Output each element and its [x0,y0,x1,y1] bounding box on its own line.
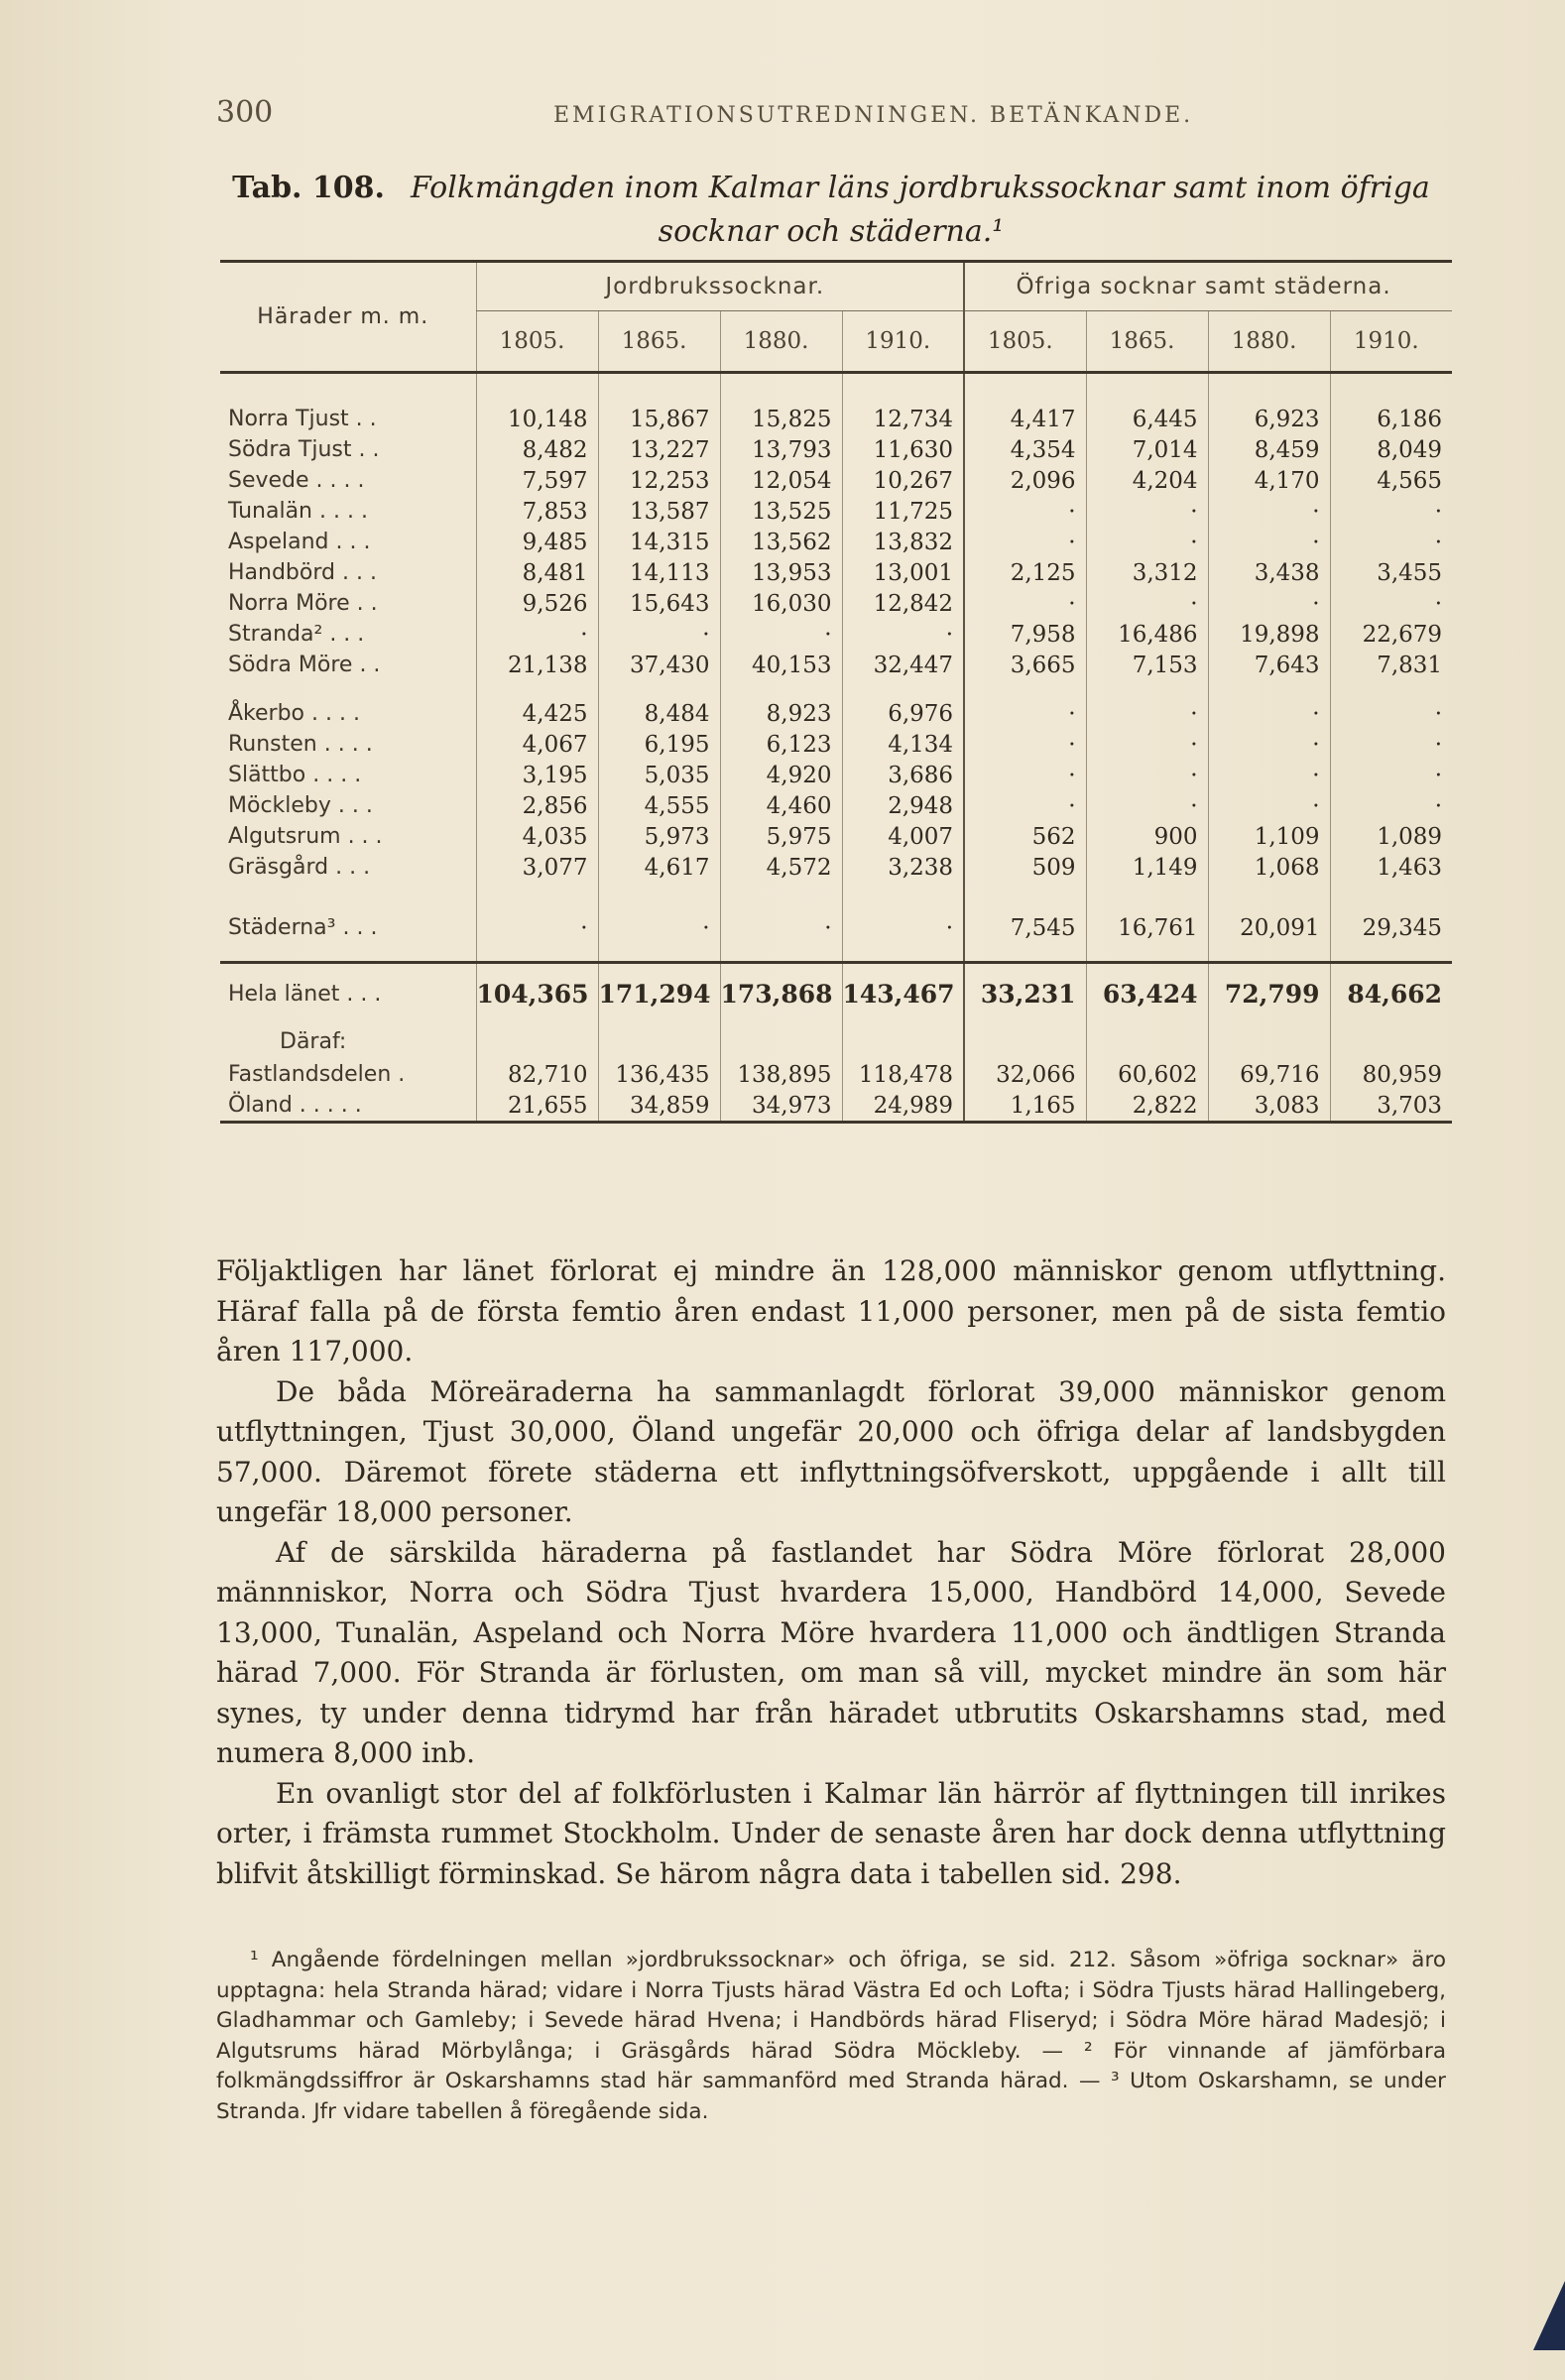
table-cell: 12,842 [842,588,964,619]
table-cell: 6,445 [1086,404,1208,434]
row-label: Öland . . . . . [220,1090,476,1123]
table-cell: 6,195 [598,729,720,760]
table-cell: 69,716 [1208,1059,1330,1090]
table-cell: 5,035 [598,760,720,790]
table-cell: 10,148 [476,404,598,434]
row-label: Norra Tjust . . [228,407,377,431]
table-cell: · [1086,729,1208,760]
row-label: Sevede . . . . [228,468,365,493]
table-cell: 84,662 [1330,963,1452,1024]
table-row [220,557,1452,588]
table-cell: 7,831 [1330,650,1452,680]
table-cell: 11,725 [842,496,964,527]
row-label: Handbörd . . . [228,560,377,585]
row-label: Slättbo . . . . [228,763,362,787]
table-cell: 12,054 [720,465,842,496]
table-cell: 1,149 [1086,852,1208,883]
table-cell: 4,035 [476,821,598,852]
table-cell: 8,459 [1208,434,1330,465]
table-cell: 143,467 [842,963,964,1024]
table-cell: 12,253 [598,465,720,496]
table-cell: · [1208,527,1330,557]
table-cell: 16,486 [1086,619,1208,650]
table-cell: 15,825 [720,404,842,434]
row-label: Fastlandsdelen . [228,1062,406,1087]
row-label: Södra Möre . . [228,653,381,677]
table-cell: 7,597 [476,465,598,496]
year-header: 1865. [598,311,720,373]
table-cell: 562 [964,821,1086,852]
table-cell: 171,294 [598,963,720,1024]
table-cell: 7,958 [964,619,1086,650]
table-cell: 6,123 [720,729,842,760]
table-cell: 3,703 [1330,1090,1452,1123]
table-cell: 13,587 [598,496,720,527]
table-cell: 4,134 [842,729,964,760]
table-cell: · [1086,790,1208,821]
year-header: 1910. [842,311,964,373]
table-cell: · [1208,698,1330,729]
table-cell: 4,460 [720,790,842,821]
population-table-wrap [220,260,1452,1124]
table-cell: 4,920 [720,760,842,790]
table-cell: 82,710 [476,1059,598,1090]
table-cell: 138,895 [720,1059,842,1090]
row-label: Södra Tjust . . [228,437,380,462]
table-cell: 3,238 [842,852,964,883]
table-cell: 173,868 [720,963,842,1024]
spacer-row [220,883,1452,912]
table-cell: 1,109 [1208,821,1330,852]
table-cell: 13,832 [842,527,964,557]
table-cell: 2,096 [964,465,1086,496]
table-cell: 32,447 [842,650,964,680]
subheading: Däraf: [280,1028,347,1054]
table-cell: 3,455 [1330,557,1452,588]
group-header-agricultural: Jordbrukssocknar. [476,262,964,311]
table-row [220,821,1452,852]
table-cell: 900 [1086,821,1208,852]
body-text [216,1251,1446,1894]
table-cell: 2,856 [476,790,598,821]
table-cell: 7,643 [1208,650,1330,680]
year-header: 1880. [720,311,842,373]
table-row [220,619,1452,650]
table-cell: 14,315 [598,527,720,557]
table-cell: · [1208,588,1330,619]
table-cell: · [1086,496,1208,527]
table-cell: 3,686 [842,760,964,790]
table-cell: 33,231 [964,963,1086,1024]
table-cell: 2,125 [964,557,1086,588]
table-cell: 40,153 [720,650,842,680]
table-cell: 60,602 [1086,1059,1208,1090]
table-row [220,465,1452,496]
row-label: Åkerbo . . . . [228,701,360,726]
table-row [220,790,1452,821]
table-cell: 13,227 [598,434,720,465]
body-paragraph: De båda Möreäraderna ha sammanlagdt förlorat 39,000 människor genom utflyttningen, Tjust 30,000, Öland ungefär 20,000 och öfriga delar af landsbygden 57,000. Däremot förete städerna ett inflyttningsöfverskott, uppgående i allt till ungefär 18,000 personer. [216,1374,1446,1528]
table-cell: 3,665 [964,650,1086,680]
row-label: Gräsgård . . . [228,855,371,880]
table-row [220,404,1452,434]
table-cell: 10,267 [842,465,964,496]
spacer-row [220,943,1452,963]
table-cell: 80,959 [1330,1059,1452,1090]
group-header-other: Öfriga socknar samt städerna. [964,262,1452,311]
table-cell: 13,562 [720,527,842,557]
running-head: EMIGRATIONSUTREDNINGEN. BETÄNKANDE. [553,103,1194,128]
table-cell: 8,049 [1330,434,1452,465]
table-cell: · [1330,790,1452,821]
scan-corner-mark [1525,2281,1565,2350]
table-cell: 7,545 [964,912,1086,943]
table-cell: 13,525 [720,496,842,527]
table-cell: 5,973 [598,821,720,852]
table-cell: 20,091 [1208,912,1330,943]
table-row [220,729,1452,760]
table-cell: 29,345 [1330,912,1452,943]
row-label: Aspeland . . . [228,530,371,554]
table-cell: 9,485 [476,527,598,557]
table-cell: 63,424 [1086,963,1208,1024]
table-cell: 4,417 [964,404,1086,434]
row-label: Möckleby . . . [228,793,373,818]
table-cell: · [476,912,598,943]
table-cell: 1,165 [964,1090,1086,1123]
year-header: 1805. [964,311,1086,373]
table-cell: 3,438 [1208,557,1330,588]
table-cell: · [1208,496,1330,527]
row-label: Stranda² . . . [228,622,365,647]
table-cell: · [1086,588,1208,619]
table-cell: 7,853 [476,496,598,527]
table-cell: · [720,912,842,943]
table-cell: 4,565 [1330,465,1452,496]
table-cell: 21,138 [476,650,598,680]
table-cell: 7,014 [1086,434,1208,465]
table-cell: · [1330,527,1452,557]
table-cell: 5,975 [720,821,842,852]
table-cell: · [964,760,1086,790]
table-cell: 8,484 [598,698,720,729]
year-header: 1805. [476,311,598,373]
row-label: Norra Möre . . [228,591,378,616]
table-row [220,852,1452,883]
table-cell: 34,973 [720,1090,842,1123]
year-header: 1865. [1086,311,1208,373]
table-number: Tab. 108. [232,171,385,205]
table-row [220,496,1452,527]
table-cell: · [1330,760,1452,790]
table-cell: 4,354 [964,434,1086,465]
table-title: Folkmängden inom Kalmar läns jordbrukssocknar samt inom öfriga socknar och städerna.¹ [411,171,1430,249]
row-label: Städerna³ . . . [228,915,378,940]
table-cell: 19,898 [1208,619,1330,650]
table-cell: 2,948 [842,790,964,821]
row-label: Tunalän . . . . [228,499,368,524]
table-cell: 34,859 [598,1090,720,1123]
table-cell: 4,617 [598,852,720,883]
table-cell: 8,482 [476,434,598,465]
table-cell: 16,030 [720,588,842,619]
table-cell: · [1208,790,1330,821]
body-paragraph: Följaktligen har länet förlorat ej mindre än 128,000 människor genom utflyttning. Häraf falla på de första femtio åren endast 11,000 personer, men på de sista femtio åren 117,000. [216,1254,1446,1368]
table-cell: 72,799 [1208,963,1330,1024]
table-row [220,963,1452,1024]
table-cell: 118,478 [842,1059,964,1090]
spacer-row [220,373,1452,405]
table-cell: 509 [964,852,1086,883]
table-cell: · [1086,527,1208,557]
table-cell: · [720,619,842,650]
page-number: 300 [216,95,274,130]
table-cell: 136,435 [598,1059,720,1090]
table-cell: 13,793 [720,434,842,465]
page-header [216,95,1446,130]
table-cell: 6,186 [1330,404,1452,434]
year-header: 1880. [1208,311,1330,373]
table-cell: · [598,619,720,650]
table-cell: · [964,698,1086,729]
table-caption [216,167,1446,254]
table-row [220,912,1452,943]
table-cell: 8,923 [720,698,842,729]
table-row [220,698,1452,729]
table-cell: · [964,729,1086,760]
table-cell: 22,679 [1330,619,1452,650]
table-cell: 4,204 [1086,465,1208,496]
table-cell: · [598,912,720,943]
row-label: Hela länet . . . [220,963,476,1024]
table-cell: 3,195 [476,760,598,790]
table-row [220,1090,1452,1123]
body-paragraph: En ovanligt stor del af folkförlusten i Kalmar län härrör af flyttningen till inrikes orter, i främsta rummet Stockholm. Under de senaste åren har dock denna utflyttning blifvit åtskilligt förminskad. Se härom några data i tabellen sid. 298. [216,1776,1446,1890]
table-row [220,650,1452,680]
table-cell: · [1086,698,1208,729]
table-cell: · [964,790,1086,821]
table-cell: 6,923 [1208,404,1330,434]
population-table [220,260,1452,1124]
table-cell: 4,425 [476,698,598,729]
table-cell: · [1330,496,1452,527]
table-body [220,373,1452,1123]
table-cell: · [1208,729,1330,760]
table-cell: · [842,912,964,943]
table-cell: 4,007 [842,821,964,852]
table-cell: 9,526 [476,588,598,619]
table-cell: · [964,527,1086,557]
table-cell: 32,066 [964,1059,1086,1090]
table-cell: · [1086,760,1208,790]
body-paragraph: Af de särskilda häraderna på fastlandet har Södra Möre förlorat 28,000 männniskor, Norra och Södra Tjust hvardera 15,000, Handbörd 14,000, Sevede 13,000, Tunalän, Aspeland och Norra Möre hvardera 11,000 och ändtligen Stranda härad 7,000. För Stranda är förlusten, om man så vill, mycket mindre än som här synes, ty under denna tidrymd har från häradet utbrutits Oskarshamns stad, med numera 8,000 inb. [216,1535,1446,1769]
table-cell: 1,463 [1330,852,1452,883]
table-cell: 21,655 [476,1090,598,1123]
footnote-text: ¹ Angående fördelningen mellan »jordbrukssocknar» och öfriga, se sid. 212. Såsom »öfriga socknar» äro upptagna: hela Stranda härad; vidare i Norra Tjusts härad Västra Ed och Lofta; i Södra Tjusts härad Hallingeberg, Gladhammar och Gamleby; i Sevede härad Hvena; i Handbörds härad Fliseryd; i Södra Möre härad Madesjö; i Algutsrums härad Mörbylånga; i Gräsgårds härad Södra Möckleby. — ² För vinnande af jämförbara folkmängdssiffror är Oskarshamns stad här sammanförd med Stranda härad. — ³ Utom Oskarshamn, se under Stranda. Jfr vidare tabellen å föregående sida. [216,1948,1446,2124]
table-cell: · [476,619,598,650]
table-row [220,760,1452,790]
table-cell: · [964,496,1086,527]
table-cell: 1,068 [1208,852,1330,883]
table-row [220,1059,1452,1090]
subheading-row [220,1023,1452,1059]
table-cell: 8,481 [476,557,598,588]
table-cell: 12,734 [842,404,964,434]
table-cell: · [1330,729,1452,760]
spacer-row [220,680,1452,698]
table-cell: 4,170 [1208,465,1330,496]
table-cell: 3,083 [1208,1090,1330,1123]
table-row [220,588,1452,619]
year-header: 1910. [1330,311,1452,373]
table-cell: 3,077 [476,852,598,883]
table-cell: 14,113 [598,557,720,588]
table-cell: 4,572 [720,852,842,883]
table-cell: · [1330,698,1452,729]
row-label: Algutsrum . . . [228,824,383,849]
table-cell: 13,953 [720,557,842,588]
table-cell: 7,153 [1086,650,1208,680]
row-header: Härader m. m. [220,262,476,373]
table-cell: 3,312 [1086,557,1208,588]
table-cell: 104,365 [476,963,598,1024]
table-row [220,434,1452,465]
table-cell: 24,989 [842,1090,964,1123]
table-row [220,527,1452,557]
table-cell: 4,067 [476,729,598,760]
table-cell: 6,976 [842,698,964,729]
table-cell: 4,555 [598,790,720,821]
footnote [216,1946,1446,2127]
table-cell: 15,643 [598,588,720,619]
table-cell: · [1330,588,1452,619]
table-cell: 2,822 [1086,1090,1208,1123]
table-cell: 1,089 [1330,821,1452,852]
row-label: Runsten . . . . [228,732,373,757]
table-cell: 37,430 [598,650,720,680]
table-cell: · [964,588,1086,619]
table-cell: 16,761 [1086,912,1208,943]
table-cell: 13,001 [842,557,964,588]
table-cell: · [1208,760,1330,790]
table-cell: 15,867 [598,404,720,434]
table-cell: · [842,619,964,650]
table-cell: 11,630 [842,434,964,465]
